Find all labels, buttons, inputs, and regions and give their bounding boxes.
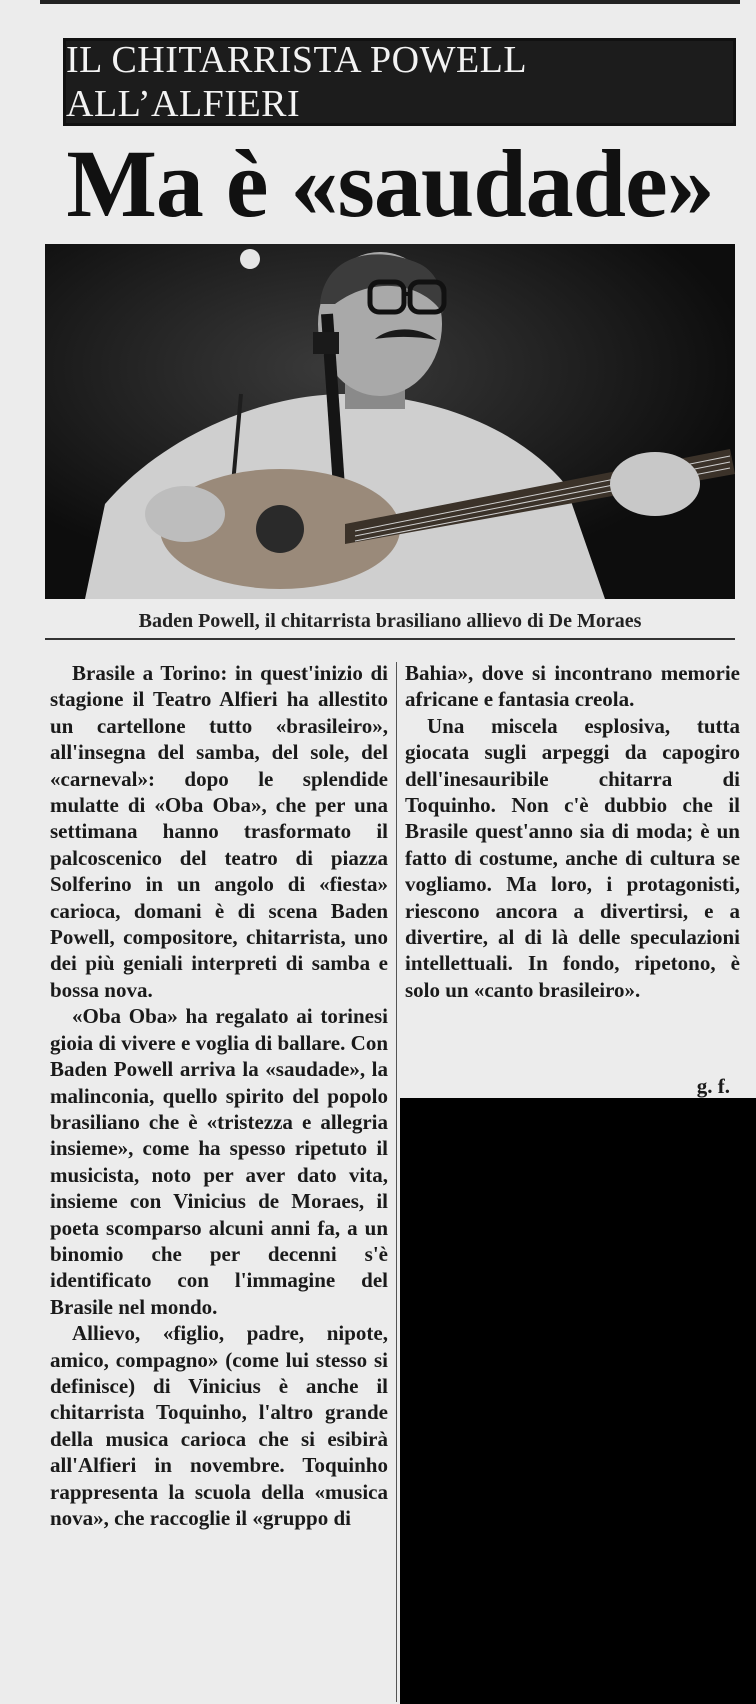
guitarist-photo-icon (45, 244, 735, 599)
article-paragraph: Bahia», dove si incontrano memorie africane e fantasia creola. (405, 661, 740, 712)
guitarist-photo (45, 244, 735, 599)
article-paragraph: Una miscela esplosiva, tutta giocata sugli arpeggi da capogiro dell'inesauribile chitarra di Toquinho. Non c'è dubbio che il Brasile quest'anno sia di moda; è un fatto di costume, anche di cultura se vogliamo. Ma loro, i protagonisti, riescono ancora a divertirsi, e a divertire, al di là delle speculazioni intellettuali. In fondo, ripetono, è solo un «canto brasileiro». (405, 713, 740, 1002)
photo-caption: Baden Powell, il chitarrista brasiliano allievo di De Moraes (45, 604, 735, 640)
article-paragraph: Brasile a Torino: in quest'inizio di stagione il Teatro Alfieri ha allestito un cartellone tutto «brasileiro», all'insegna del samba, del sole, del «carneval»: dopo le splendide mulatte di «Oba Oba», che per una settimana hanno trasformato il palcoscenico del teatro di piazza Solferino in un angolo di «fiesta» carioca, domani è di scena Baden Powell, compositore, chitarrista, uno dei più geniali interpreti di samba e bossa nova. (50, 661, 388, 1002)
article-paragraph: «Oba Oba» ha regalato ai torinesi gioia di vivere e voglia di ballare. Con Baden Powell arriva la «saudade», la malinconia, quello spirito del popolo brasiliano che è «tristezza e allegria insieme», come ha spesso ripetuto il musicista, noto per aver dato vita, insieme con Vinicius de Moraes, il poeta scomparso alcuni anni fa, a un binomio che per decenni s'è identificato con l'immagine del Brasile nel mondo. (50, 1004, 388, 1319)
article-column-right (405, 660, 740, 1080)
column-divider (396, 662, 397, 1702)
redaction-block (400, 1098, 756, 1704)
article-column-left (50, 660, 388, 1704)
kicker-banner (63, 38, 736, 126)
article-paragraph: Allievo, «figlio, padre, nipote, amico, compagno» (come lui stesso si definisce) di Vinicius è anche il chitarrista Toquinho, l'altro grande della musica carioca che si esibirà all'Alfieri in novembre. Toquinho rappresenta la scuola della «musica nova», che raccoglie il «gruppo di (50, 1321, 388, 1530)
top-rule (40, 0, 740, 4)
author-signature: g. f. (696, 1074, 730, 1098)
headline: Ma è «saudade» (66, 129, 714, 237)
kicker-text: IL CHITARRISTA POWELL ALL’ALFIERI (66, 39, 526, 125)
